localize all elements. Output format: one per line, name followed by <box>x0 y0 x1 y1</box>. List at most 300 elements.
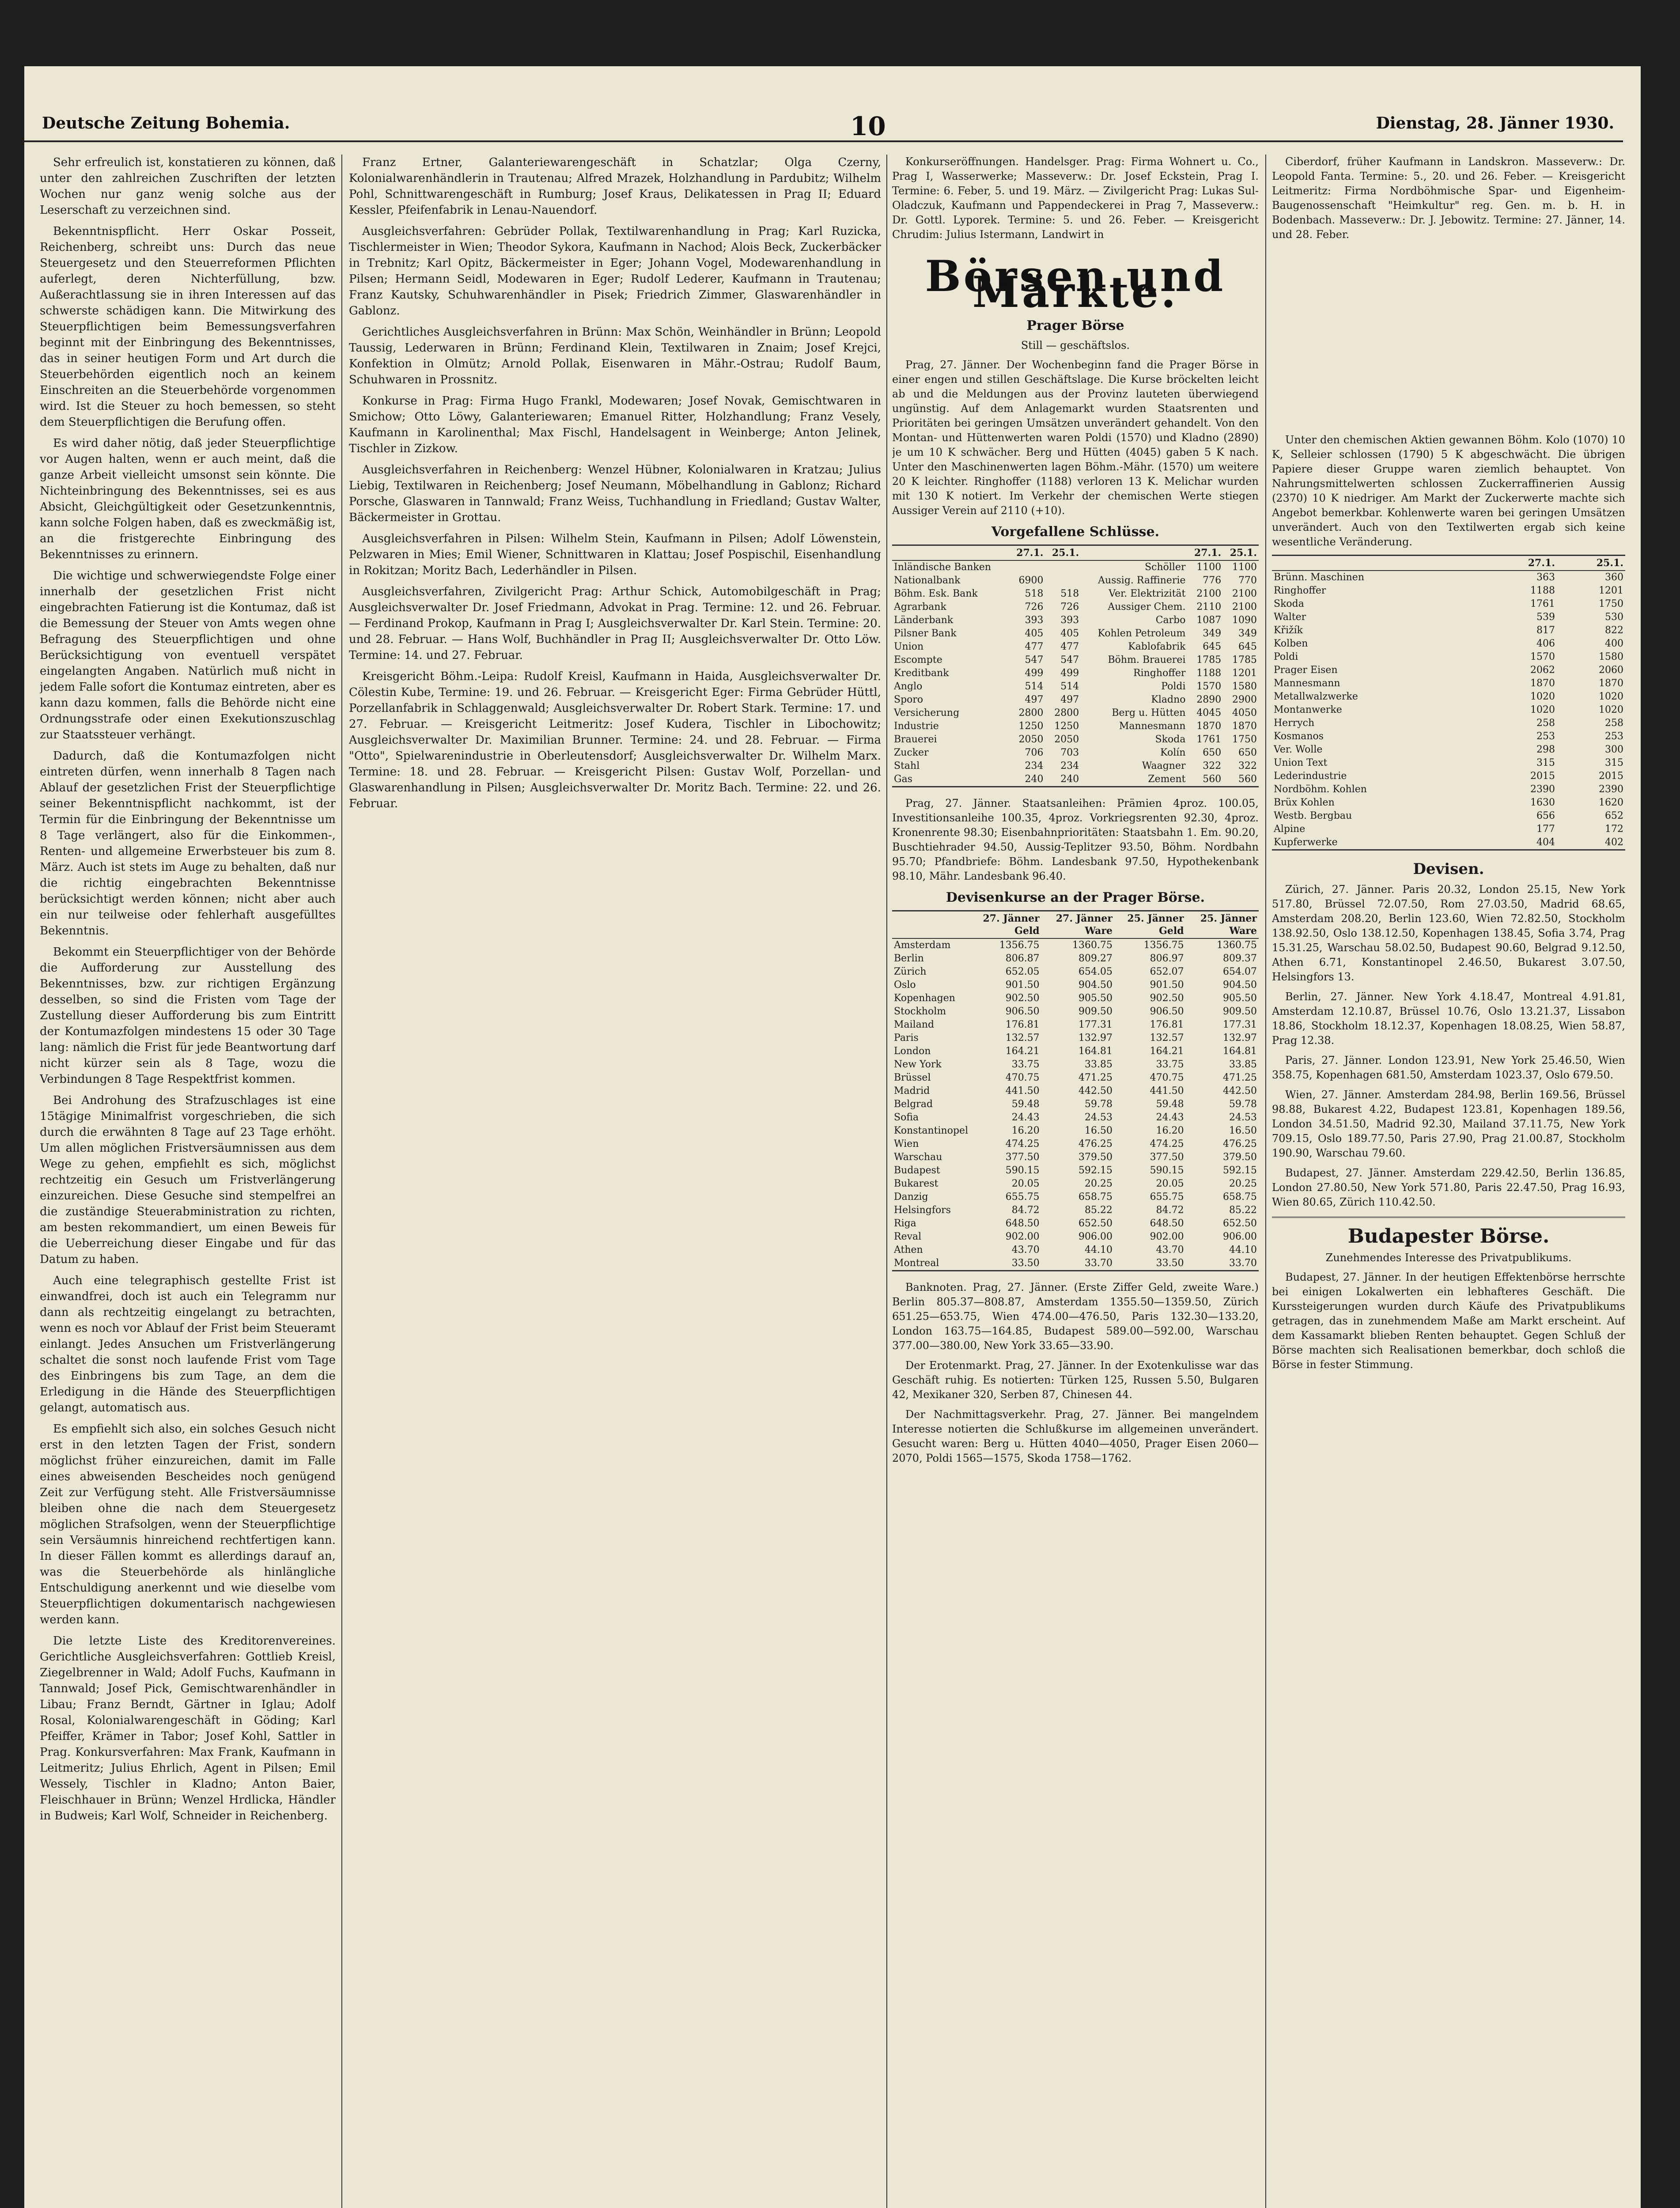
table-cell: 906.50 <box>1005 1006 1040 1017</box>
table-row <box>892 1177 1259 1191</box>
table-cell: 2890 <box>1196 694 1222 705</box>
article-paragraph: Bei Androhung des Strafzuschlages ist eine 15tägige Minimalfrist vorgeschrieben, die sich durch die erwähnten 8 Tage auf 23 Tage erhöht. Um allen möglichen Fristversäumnissen aus dem Wege zu gehen, empfiehlt es sich, möglichst rechtzeitig ein Gesuch um Fristverlängerung einzureichen. Diese Gesuche sind stempelfrei an die zuständige Steuerabministration zu richten, am besten rekommandiert, um einen Beweis für die Ueberreichung dieser Eingabe und für das Datum zu haben. <box>40 1094 336 1266</box>
table-cell: 1761 <box>1530 598 1555 609</box>
table-cell: Inländische Banken <box>894 562 991 573</box>
table-cell: 20.25 <box>1085 1178 1113 1189</box>
table-cell: 44.10 <box>1229 1244 1257 1255</box>
table-cell: 474.25 <box>1150 1138 1184 1149</box>
table-cell: 393 <box>1025 615 1044 626</box>
table-cell: 476.25 <box>1078 1138 1113 1149</box>
article-paragraph: Kreisgericht Böhm.-Leipa: Rudolf Kreisl, Kaufmann in Haida, Ausgleichsverwalter Dr. Cölestin Kube, Termine: 19. und 26. Februar. — Kreisgericht Eger: Firma Gebrüder Hüttl, Porzellanfabrik in Schlaggenwald; Ausgleichsverwalter Dr. Robert Stark. Termine: 17. und 27. Februar. — Kreisgericht Leitmeritz: Josef Kudera, Tischler in Libochowitz; Ausgleichsverwalter Dr. Maximilian Brunner. Termine: 24. und 28. Februar. — Firma "Otto", Spielwarenindustrie in Oberleutensdorf; Ausgleichsverwalter Dr. Wilhelm Marx. Termine: 18. und 28. Februar. — Kreisgericht Pilsen: Gustav Wolf, Porzellan- und Glaswarenhandlung in Pilsen; Ausgleichsverwalter Dr. Moritz Bach. Termine: 22. und 26. Februar. <box>349 670 881 810</box>
table-cell: 132.97 <box>1078 1032 1113 1044</box>
article-paragraph: Franz Ertner, Galanteriewarengeschäft in Schatzlar; Olga Czerny, Kolonialwarenhändlerin in Trautenau; Alfred Mrazek, Holzhandlung in Pardubitz; Wilhelm Pohl, Schnittwarengeschäft in Rumburg; Josef Kraus, Delikatessen in Prag II; Eduard Kessler, Pfeifenfabrik in Lenau-Nauendorf. <box>349 156 881 217</box>
table-cell: 2100 <box>1232 588 1257 599</box>
table-cell: 44.10 <box>1085 1244 1113 1255</box>
table-cell: 703 <box>1060 747 1079 758</box>
table-cell: 592.15 <box>1223 1165 1257 1176</box>
table-row <box>1272 677 1625 690</box>
table-cell: Stahl <box>894 760 920 771</box>
table-row <box>1272 650 1625 664</box>
table-cell: 59.78 <box>1085 1099 1113 1110</box>
table-cell: 904.50 <box>1078 979 1113 991</box>
table-header-cell <box>1272 556 1488 571</box>
article-paragraph: Konkurse in Prag: Firma Hugo Frankl, Modewaren; Josef Novak, Gemischtwaren in Smichow; Otto Löwy, Galanteriewaren; Emanuel Ritter, Holzhandlung; Franz Vesely, Kaufmann in Karolinenthal; Max Fischl, Handelsagent in Weinberge; Anton Jelinek, Tischler in Zizkow. <box>349 394 881 455</box>
table-cell: 905.50 <box>1223 993 1257 1004</box>
table-cell: Pilsner Bank <box>894 628 957 639</box>
table-row <box>892 1071 1259 1085</box>
table-cell: 1201 <box>1232 668 1257 679</box>
table-cell: Montreal <box>894 1258 939 1269</box>
exchange-rates-table <box>892 910 1259 1271</box>
article-paragraph: Bekommt ein Steuerpflichtiger von der Behörde die Aufforderung zur Ausstellung des Bekenntnisses, bzw. zur richtigen Ergänzung desselben, so sind die Fristen vom Tage der Zustellung dieser Aufforderung bis zum Eintritt der Kontumazfolgen mindestens 15 oder 30 Tage lang: nämlich die Frist für jede Beantwortung darf nicht kürzer sein als 8 Tage, wozu die Verbindungen 8 Tage Respektfrist kommen. <box>40 945 336 1086</box>
table-row <box>892 601 1259 614</box>
table-cell: 706 <box>1025 747 1044 758</box>
table-row <box>892 614 1259 627</box>
table-row <box>1272 637 1625 650</box>
table-cell: 2390 <box>1530 784 1555 795</box>
table-row <box>892 1164 1259 1177</box>
table-cell: 172 <box>1605 824 1623 835</box>
table-cell: 177 <box>1536 824 1555 835</box>
table-cell: 1250 <box>1018 721 1044 732</box>
table-cell: 2060 <box>1599 665 1623 676</box>
table-cell: 43.70 <box>1011 1244 1040 1255</box>
table-cell: 363 <box>1536 572 1555 583</box>
table-cell: Waagner <box>1142 760 1186 771</box>
table-cell: Metallwalzwerke <box>1274 691 1358 702</box>
table-cell: 648.50 <box>1005 1218 1040 1229</box>
table-cell: 901.50 <box>1150 979 1184 991</box>
article-paragraph: Die wichtige und schwerwiegendste Folge einer innerhalb der gesetzlichen Frist nicht eingebrachten Fatierung ist die Kontumaz, daß ist die Bemessung der Steuer von Amts wegen ohne Befragung des Steuerpflichtigen und ohne Berücksichtigung von eventuell verspätet eingelangten Angaben. Natürlich muß nicht in jedem Falle sofort die Kontumaz eintreten, aber es kann dazu kommen, falls die Behörde nicht eine Ordnungsstrafe oder einen Exekutionszuschlag zur Staatssteuer verhängt. <box>40 569 336 741</box>
table-header-cell: 27. Jänner Ware <box>1041 911 1114 938</box>
table-cell: Ver. Elektrizität <box>1109 588 1186 599</box>
table-cell: 164.21 <box>1005 1046 1040 1057</box>
table-cell: 1630 <box>1530 797 1555 808</box>
table-cell: Kohlen Petroleum <box>1097 628 1186 639</box>
table-cell: 240 <box>1060 774 1079 785</box>
table-row <box>1272 783 1625 796</box>
table-cell: 85.22 <box>1229 1205 1257 1216</box>
table-cell: 24.53 <box>1229 1112 1257 1123</box>
page-number: 10 <box>850 111 886 141</box>
table-cell: 2050 <box>1018 734 1044 745</box>
table-cell: Kolben <box>1274 638 1308 649</box>
table-cell: 132.57 <box>1150 1032 1184 1044</box>
table-cell: 322 <box>1238 760 1257 771</box>
table-cell: 906.00 <box>1223 1231 1257 1242</box>
table-cell: 901.50 <box>1005 979 1040 991</box>
table-header-cell: 27. Jänner Geld <box>970 911 1041 938</box>
table-cell: 2100 <box>1196 588 1222 599</box>
table-cell: 906.00 <box>1078 1231 1113 1242</box>
table-cell: 809.37 <box>1223 953 1257 964</box>
section-subheading: Still — geschäftslos. <box>1021 339 1130 352</box>
table-cell: Wien <box>894 1138 919 1149</box>
table-cell: 909.50 <box>1078 1006 1113 1017</box>
table-cell: Agrarbank <box>894 601 946 612</box>
table-cell: Zement <box>1148 774 1186 785</box>
article-paragraph: Ausgleichsverfahren in Pilsen: Wilhelm Stein, Kaufmann in Pilsen; Adolf Löwenstein, Pelzwaren in Mies; Emil Wiener, Schnittwaren in Klattau; Josef Pospischil, Eisenhandlung in Rokitzan; Moritz Bach, Lederhändler in Pilsen. <box>349 532 881 577</box>
table-cell: 645 <box>1238 641 1257 652</box>
table-cell: Riga <box>894 1218 916 1229</box>
table-cell: Danzig <box>894 1191 928 1202</box>
table-cell: 658.75 <box>1078 1191 1113 1202</box>
table-cell: 4045 <box>1196 707 1222 718</box>
table-row <box>892 1032 1259 1045</box>
table-cell: 253 <box>1536 731 1555 742</box>
table-cell: Ringhoffer <box>1133 668 1186 679</box>
table-cell: 1870 <box>1196 721 1222 732</box>
table-row <box>892 1138 1259 1151</box>
table-cell: Berlin <box>894 953 924 964</box>
table-cell: Herrych <box>1274 718 1315 729</box>
table-cell: 904.50 <box>1223 979 1257 991</box>
table-cell: 2062 <box>1530 665 1555 676</box>
article-paragraph: Sehr erfreulich ist, konstatieren zu können, daß unter den zahlreichen Zuschriften der letzten Wochen nur ganz wenig solche aus der Leserschaft zu verzeichnen sind. <box>40 156 336 217</box>
article-paragraph: Es empfiehlt sich also, ein solches Gesuch nicht erst in den letzten Tagen der Frist, sondern möglichst früher einzureichen, damit im Falle eines abweisenden Bescheides noch genügend Zeit zur Verfügung steht. Alle Fristversäumnisse bleiben ohne die nach dem Steuergesetz möglichen Strafsolgen, wenn der Steuerpflichtige sein Versäumnis hinreichend rechtfertigen kann. In dieser Fällen kommt es allerdings darauf an, was die Steuerbehörde als hinlängliche Entschuldigung anerkennt und wie dieselbe vom Steuerpflichtigen dokumentarisch nachgewiesen werden kann. <box>40 1422 336 1626</box>
table-cell: Zürich <box>894 966 927 977</box>
table-header-cell <box>892 911 970 938</box>
table-cell: Gas <box>894 774 912 785</box>
table-cell: 6900 <box>1018 575 1044 586</box>
table-cell: 654.05 <box>1078 966 1113 977</box>
table-cell: 379.50 <box>1223 1152 1257 1163</box>
table-cell: 298 <box>1536 744 1555 755</box>
table-cell: 360 <box>1605 572 1623 583</box>
table-cell: Kupferwerke <box>1274 837 1338 848</box>
table-cell: 20.05 <box>1011 1178 1040 1189</box>
table-cell: Kosmanos <box>1274 731 1324 742</box>
section-subheading: Zunehmendes Interesse des Privatpublikums. <box>1325 1251 1572 1264</box>
table-header-cell: 25.1. <box>1045 546 1081 560</box>
table-cell: 1750 <box>1232 734 1257 745</box>
table-row <box>892 760 1259 773</box>
table-cell: 20.25 <box>1229 1178 1257 1189</box>
table-row <box>892 979 1259 992</box>
table-cell: Aussiger Chem. <box>1108 601 1186 612</box>
table-row <box>1272 597 1625 611</box>
table-cell: Nationalbank <box>894 575 961 586</box>
table-cell: 1356.75 <box>1143 940 1184 951</box>
column-rule <box>886 155 887 2208</box>
table-cell: Helsingfors <box>894 1205 951 1216</box>
table-cell: 776 <box>1203 575 1222 586</box>
table-cell: 322 <box>1203 760 1222 771</box>
table-cell: 477 <box>1025 641 1044 652</box>
table-cell: 176.81 <box>1150 1019 1184 1030</box>
table-cell: Schöller <box>1145 562 1186 573</box>
table-cell: 2390 <box>1599 784 1623 795</box>
table-cell: 648.50 <box>1150 1218 1184 1229</box>
table-cell: 1580 <box>1599 651 1623 662</box>
table-cell: Montanwerke <box>1274 704 1342 715</box>
spacer <box>1272 247 1625 433</box>
article-paragraph: Dadurch, daß die Kontumazfolgen nicht eintreten dürfen, wenn innerhalb 8 Tagen nach Ablauf der gesetzlichen Frist der Steuerpflichtige seiner Bekenntnispflicht nachkommt, ist der Termin für die Einbringung der Bekenntnisse um 8 Tage verlängert, also für die Einkommen-, Renten- und allgemeine Erwerbsteuer bis zum 8. März. Auch ist stets im Auge zu behalten, daß nur die richtig eingebrachten Bekenntnisse berücksichtigt werden können; nicht aber auch ein nur teilweise oder fehlerhaft ausgefülltes Bekenntnis. <box>40 749 336 938</box>
table-row <box>892 627 1259 640</box>
table-cell: 499 <box>1060 668 1079 679</box>
table-cell: Brüx Kohlen <box>1274 797 1335 808</box>
table-cell: 16.50 <box>1085 1125 1113 1136</box>
table-row <box>892 1098 1259 1111</box>
article-paragraph: Bekenntnispflicht. Herr Oskar Posseit, Reichenberg, schreibt uns: Durch das neue Steuergesetz und den Steuerreformen Pflichten auferlegt, deren Nichterfüllung, bzw. Außerachtlassung sie in ihren Interessen auf das schwerste schädigen kann. Die Mitwirkung des Steuerpflichtigen beim Bemessungsverfahren beginnt mit der Einbringung des Bekenntnisses, das in seiner heutigen Form und Art durch die Steuerbehörden eigentlich noch an keinem Einschreiten an die Steuerbehörde vorgenommen wird. Ist die Steuer zu hoch bemessen, so steht dem Steuerpflichtigen die Berufung offen. <box>40 225 336 429</box>
table-cell: 253 <box>1605 731 1623 742</box>
table-row <box>1272 611 1625 624</box>
table-cell: 33.70 <box>1085 1258 1113 1269</box>
table-cell: 33.50 <box>1156 1258 1184 1269</box>
table-cell: Poldi <box>1274 651 1298 662</box>
table-row <box>892 1045 1259 1058</box>
table-row <box>892 952 1259 965</box>
table-cell: Ver. Wolle <box>1274 744 1323 755</box>
table-cell: Bukarest <box>894 1178 938 1189</box>
table-cell: 315 <box>1536 757 1555 768</box>
table-row <box>892 560 1259 574</box>
section-heading: Prager Börse <box>1026 318 1124 333</box>
table-cell: 806.87 <box>1005 953 1040 964</box>
table-cell: Sofia <box>894 1112 919 1123</box>
table-cell: Anglo <box>894 681 923 692</box>
table-cell: 402 <box>1605 837 1623 848</box>
table-row <box>892 640 1259 654</box>
table-cell: 905.50 <box>1078 993 1113 1004</box>
table-cell: Skoda <box>1274 598 1304 609</box>
table-cell: 1360.75 <box>1217 940 1257 951</box>
table-cell <box>1045 560 1081 574</box>
table-title: Vorgefallene Schlüsse. <box>991 524 1160 540</box>
table-cell: 1087 <box>1196 615 1222 626</box>
article-paragraph: Banknoten. Prag, 27. Jänner. (Erste Ziffer Geld, zweite Ware.) Berlin 805.37—808.87, Amsterdam 1355.50—1359.50, Zürich 651.25—653.75, Wien 474.00—476.50, Paris 132.30—133.20, London 163.75—164.85, Budapest 589.00—592.00, Warschau 377.00—380.00, New York 33.65—33.90. <box>892 1281 1259 1352</box>
table-cell: 442.50 <box>1223 1085 1257 1096</box>
table-cell: 655.75 <box>1005 1191 1040 1202</box>
table-row <box>892 1018 1259 1032</box>
table-cell: Sporo <box>894 694 923 705</box>
table-row <box>892 574 1259 587</box>
table-cell: Brünn. Maschinen <box>1274 572 1364 583</box>
table-row <box>892 587 1259 601</box>
table-cell: 234 <box>1060 760 1079 771</box>
table-row <box>1272 624 1625 637</box>
table-row <box>892 1005 1259 1018</box>
table-row <box>892 746 1259 760</box>
table-cell: 258 <box>1536 718 1555 729</box>
table-cell: 2800 <box>1054 707 1079 718</box>
table-cell: Zucker <box>894 747 929 758</box>
table-cell: 518 <box>1025 588 1044 599</box>
table-row <box>892 1217 1259 1230</box>
article-paragraph: Auch eine telegraphisch gestellte Frist ist einwandfrei, doch ist auch ein Telegramm nur dann als rechtzeitig eingelangt zu betrachten, wenn es noch vor Ablauf der Frist beim Steueramt einlangt. Jedes Ansuchen um Fristverlängerung schaltet die sonst noch laufende Frist vom Tage des Einbringens bis zum Tage, an dem die Erledigung in die Hände des Steuerpflichtigen gelangt, automatisch aus. <box>40 1274 336 1414</box>
table-cell: 806.97 <box>1150 953 1184 964</box>
column-4 <box>1272 155 1625 2208</box>
table-cell: 1785 <box>1196 654 1222 665</box>
table-cell: Carbo <box>1155 615 1186 626</box>
table-row <box>892 965 1259 979</box>
table-row <box>892 693 1259 707</box>
table-cell: 1020 <box>1599 704 1623 715</box>
table-cell: 1250 <box>1054 721 1079 732</box>
table-row <box>1272 571 1625 584</box>
table-cell: 16.50 <box>1229 1125 1257 1136</box>
table-cell: 176.81 <box>1005 1019 1040 1030</box>
table-cell: 442.50 <box>1078 1085 1113 1096</box>
table-cell: Union Text <box>1274 757 1328 768</box>
table-cell: 405 <box>1060 628 1079 639</box>
table-cell: 471.25 <box>1078 1072 1113 1083</box>
quotes-table <box>1272 555 1625 851</box>
table-cell: 1090 <box>1232 615 1257 626</box>
table-header-cell: 25.1. <box>1557 556 1625 571</box>
table-cell: 477 <box>1060 641 1079 652</box>
table-cell: Skoda <box>1155 734 1186 745</box>
table-cell: 1188 <box>1196 668 1222 679</box>
table-cell: 499 <box>1025 668 1044 679</box>
table-row <box>892 1191 1259 1204</box>
table-header-cell: 27.1. <box>1188 546 1223 560</box>
table-cell: 16.20 <box>1156 1125 1184 1136</box>
table-cell: 4050 <box>1232 707 1257 718</box>
table-cell: 441.50 <box>1150 1085 1184 1096</box>
table-cell: 2050 <box>1054 734 1079 745</box>
table-cell: 2100 <box>1232 601 1257 612</box>
table-cell: 315 <box>1605 757 1623 768</box>
table-cell: 1620 <box>1599 797 1623 808</box>
table-cell: Reval <box>894 1231 922 1242</box>
table-cell: Alpine <box>1274 824 1305 835</box>
table-cell: 1201 <box>1599 585 1623 596</box>
table-cell: 377.50 <box>1150 1152 1184 1163</box>
table-row <box>892 773 1259 786</box>
table-cell: Union <box>894 641 924 652</box>
table-cell: Kladno <box>1151 694 1186 705</box>
table-cell: 1188 <box>1530 585 1555 596</box>
table-cell: 1570 <box>1196 681 1222 692</box>
table-cell: 530 <box>1605 612 1623 623</box>
table-cell: 300 <box>1605 744 1623 755</box>
table-cell: 809.27 <box>1078 953 1113 964</box>
article-paragraph: Berlin, 27. Jänner. New York 4.18.47, Montreal 4.91.81, Amsterdam 12.10.87, Brüssel 10.76, Oslo 13.21.37, Lissabon 18.86, Stockholm 18.12.37, Kopenhagen 18.08.25, Wien 58.87, Prag 12.38. <box>1272 991 1625 1047</box>
quotes-table <box>892 544 1259 787</box>
table-cell: 177.31 <box>1223 1019 1257 1030</box>
table-cell: 547 <box>1060 654 1079 665</box>
table-cell: Mailand <box>894 1019 935 1030</box>
table-cell: 909.50 <box>1223 1006 1257 1017</box>
table-cell: 770 <box>1238 575 1257 586</box>
table-cell: 33.85 <box>1085 1059 1113 1070</box>
article-paragraph: Der Nachmittagsverkehr. Prag, 27. Jänner. Bei mangelndem Interesse notierten die Schlußkurse im allgemeinen unverändert. Gesucht waren: Berg u. Hütten 4040—4050, Prager Eisen 2060—2070, Poldi 1565—1575, Skoda 1758—1762. <box>892 1408 1259 1464</box>
table-cell: 20.05 <box>1156 1178 1184 1189</box>
table-cell: 1580 <box>1232 681 1257 692</box>
table-row <box>892 1111 1259 1124</box>
table-cell: 24.43 <box>1156 1112 1184 1123</box>
table-cell: 817 <box>1536 625 1555 636</box>
table-row <box>892 1151 1259 1164</box>
table-cell: Mannesmann <box>1119 721 1186 732</box>
table-row <box>892 1204 1259 1217</box>
table-cell: 258 <box>1605 718 1623 729</box>
article-paragraph: Ausgleichsverfahren, Zivilgericht Prag: Arthur Schick, Automobilgeschäft in Prag; Ausgleichsverwalter Dr. Josef Friedmann, Advokat in Prag. Termine: 12. und 26. Februar. — Ferdinand Prokop, Kaufmann in Prag I; Ausgleichsverwalter Dr. Karl Stein. Termine: 20. und 28. Februar. — Hans Wolf, Buchhändler in Prag II; Ausgleichsverwalter Dr. Otto Löw. Termine: 14. und 27. Februar. <box>349 585 881 662</box>
table-cell: 497 <box>1060 694 1079 705</box>
table-cell: 654.07 <box>1223 966 1257 977</box>
article-paragraph: Ciberdorf, früher Kaufmann in Landskron. Masseverw.: Dr. Leopold Fanta. Termine: 5., 20. und 26. Feber. — Kreisgericht Leitmeritz: Firma Nordböhmische Spar- und Eigenheim-Baugenossenschaft "Heimkultur" reg. Gen. m. b. H. in Bodenbach. Masseverw.: Dr. J. Jebowitz. Termine: 27. Jänner, 14. und 28. Feber. <box>1272 155 1625 241</box>
table-row <box>892 1124 1259 1138</box>
table-cell: 24.53 <box>1085 1112 1113 1123</box>
article-paragraph: Unter den chemischen Aktien gewannen Böhm. Kolo (1070) 10 K, Selleier schlossen (1790) 5 K abgeschwächt. Die übrigen Papiere dieser Gruppe waren ziemlich behauptet. Von Nahrungsmittelwerten schlossen Zuckerraffinerien Aussig (2370) 10 K niedriger. Am Markt der Zuckerwerte machte sich Angebot bemerkbar. Kohlenwerte waren bei geringen Umsätzen unverändert. Auch von den Textilwerten ergab sich keine wesentliche Veränderung. <box>1272 434 1625 548</box>
table-cell: 1100 <box>1196 562 1222 573</box>
table-cell: 441.50 <box>1005 1085 1040 1096</box>
table-cell: Poldi <box>1161 681 1186 692</box>
table-header-cell <box>1081 546 1187 560</box>
column-rule <box>1265 155 1266 2208</box>
table-cell: 497 <box>1025 694 1044 705</box>
table-cell: Athen <box>894 1244 923 1255</box>
table-cell: 1870 <box>1232 721 1257 732</box>
table-cell: 164.81 <box>1078 1046 1113 1057</box>
column-rule <box>341 155 342 2208</box>
table-cell: 400 <box>1605 638 1623 649</box>
table-cell: Ringhoffer <box>1274 585 1326 596</box>
table-cell: 592.15 <box>1078 1165 1113 1176</box>
table-cell: 1761 <box>1196 734 1222 745</box>
article-paragraph: Budapest, 27. Jänner. Amsterdam 229.42.50, Berlin 136.85, London 27.80.50, New York 571.80, Paris 22.47.50, Prag 16.93, Wien 80.65, Zürich 110.42.50. <box>1272 1167 1625 1208</box>
table-cell: 652 <box>1605 810 1623 821</box>
table-cell: 1870 <box>1530 678 1555 689</box>
table-cell: 379.50 <box>1078 1152 1113 1163</box>
table-cell: 1750 <box>1599 598 1623 609</box>
newspaper-name: Deutsche Zeitung Bohemia. <box>42 114 290 132</box>
table-cell: 590.15 <box>1150 1165 1184 1176</box>
table-cell: 518 <box>1060 588 1079 599</box>
table-cell: 393 <box>1060 615 1079 626</box>
table-row <box>1272 770 1625 783</box>
table-row <box>1272 823 1625 836</box>
table-cell: 471.25 <box>1223 1072 1257 1083</box>
table-cell: 24.43 <box>1011 1112 1040 1123</box>
table-cell: Nordböhm. Kohlen <box>1274 784 1367 795</box>
article-paragraph: Ausgleichsverfahren in Reichenberg: Wenzel Hübner, Kolonialwaren in Kratzau; Julius Liebig, Textilwaren in Reichenberg; Josef Neumann, Möbelhandlung in Gablonz; Richard Porsche, Glaswaren in Tannwald; Franz Weiss, Tuchhandlung in Friedland; Gustav Walter, Bäckermeister in Grottau. <box>349 463 881 524</box>
table-cell: Kolín <box>1160 747 1186 758</box>
table-cell: Kablofabrik <box>1128 641 1186 652</box>
section-heading: Devisen. <box>1413 860 1484 878</box>
table-cell: 652.05 <box>1005 966 1040 977</box>
divider <box>1272 1217 1625 1218</box>
table-cell: 33.75 <box>1011 1059 1040 1070</box>
table-cell: 1020 <box>1530 691 1555 702</box>
table-cell: 84.72 <box>1011 1205 1040 1216</box>
table-cell: 132.57 <box>1005 1032 1040 1044</box>
table-cell <box>1010 560 1045 574</box>
table-cell: 2015 <box>1530 771 1555 782</box>
table-row <box>1272 809 1625 823</box>
table-cell: 405 <box>1025 628 1044 639</box>
table-cell: 650 <box>1238 747 1257 758</box>
table-cell: 474.25 <box>1005 1138 1040 1149</box>
table-cell: 655.75 <box>1150 1191 1184 1202</box>
table-cell: 1100 <box>1232 562 1257 573</box>
table-cell: Křižík <box>1274 625 1303 636</box>
table-cell: Paris <box>894 1032 919 1044</box>
table-cell: 59.78 <box>1229 1099 1257 1110</box>
table-cell: 1360.75 <box>1072 940 1113 951</box>
table-cell: 234 <box>1025 760 1044 771</box>
table-row <box>1272 836 1625 849</box>
article-paragraph: Prag, 27. Jänner. Der Wochenbeginn fand die Prager Börse in einer engen und stillen Geschäftslage. Die Kurse bröckelten leicht ab und die Meldungen aus der Provinz lauteten überwiegend ungünstig. Auf dem Anlagemarkt wurden Staatsrenten und Prioritäten bei geringen Umsätzen unverändert gehandelt. Von den Montan- und Hüttenwerten waren Poldi (1570) und Kladno (2890) je um 10 K schwächer. Berg und Hütten (4045) gaben 5 K nach. Unter den Maschinenwerten lagen Böhm.-Mähr. (1570) um weitere 20 K leichter. Ringhoffer (1188) verloren 13 K. Melichar wurden mit 130 K notiert. Im Verkehr der chemischen Werte stiegen Aussiger Verein auf 2110 (+10). <box>892 359 1259 517</box>
table-cell: 406 <box>1536 638 1555 649</box>
table-cell: Brauerei <box>894 734 937 745</box>
table-cell: 645 <box>1203 641 1222 652</box>
table-cell: 902.00 <box>1150 1231 1184 1242</box>
table-cell: 164.81 <box>1223 1046 1257 1057</box>
table-cell: Oslo <box>894 979 916 991</box>
table-cell: London <box>894 1046 931 1057</box>
